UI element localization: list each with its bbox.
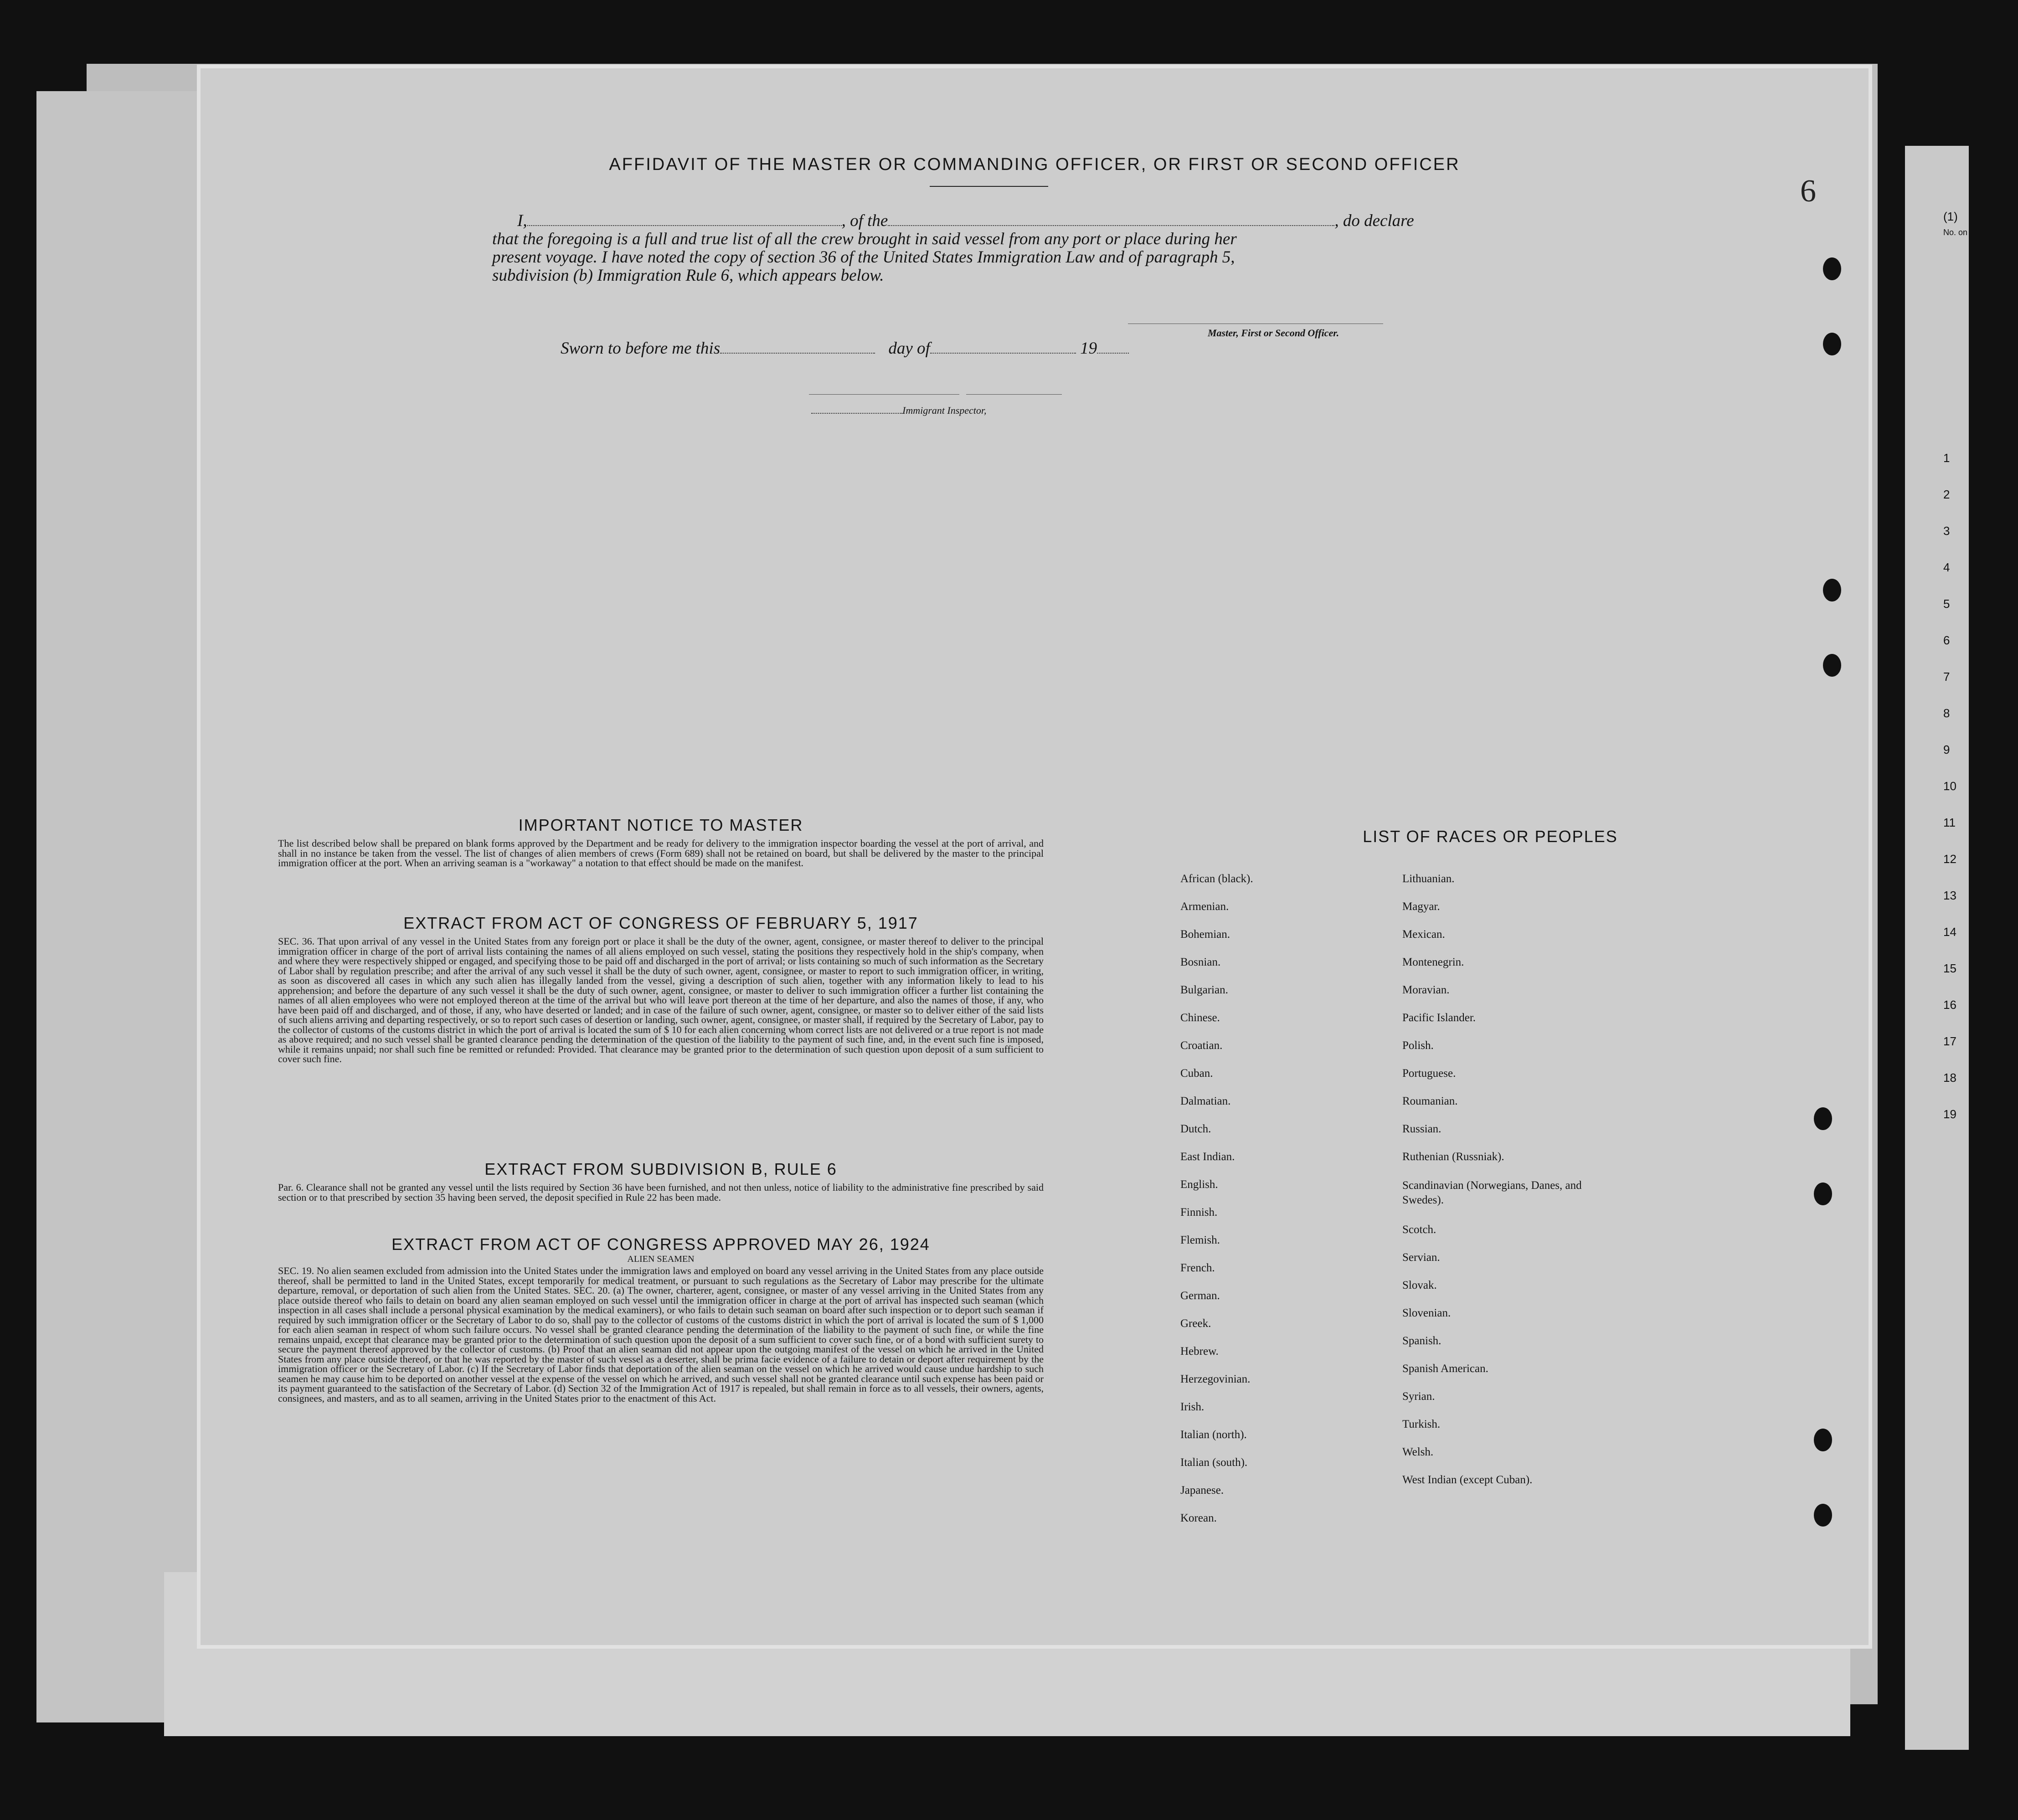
inspector-line[interactable] [809, 394, 959, 395]
rule6-text: Par. 6. Clearance shall not be granted any vessel until the lists required by Section 36 have been furnished, and not then unless, notice of liability to the administrative fine prescribed by said section or to that prescribed by section 35 having been served, the deposit specified in Rule 22 has been made. [278, 1182, 1044, 1203]
day-of-text: day of [888, 339, 930, 358]
margin-number: 3 [1943, 524, 1950, 538]
punch-hole [1814, 1182, 1832, 1205]
race-item: Portuguese. [1402, 1067, 1456, 1080]
margin-number: 11 [1943, 816, 1956, 829]
punch-hole [1814, 1107, 1832, 1130]
race-item: Syrian. [1402, 1390, 1435, 1403]
adjacent-page-strip [1905, 146, 1969, 1750]
margin-number: 18 [1943, 1071, 1956, 1085]
title-rule [930, 186, 1048, 187]
race-item: Bosnian. [1180, 956, 1221, 968]
margin-number: 9 [1943, 743, 1950, 756]
sworn-text: Sworn to before me this [561, 339, 721, 358]
sworn-month-field[interactable] [930, 353, 1076, 354]
signature-label: Master, First or Second Officer. [1208, 327, 1339, 339]
affidavit-line-4: subdivision (b) Immigration Rule 6, which appears below. [492, 266, 884, 285]
race-item: Lithuanian. [1402, 873, 1455, 885]
margin-number: (1) [1943, 210, 1958, 223]
race-item: Chinese. [1180, 1012, 1220, 1024]
sworn-line [561, 339, 1129, 358]
race-item: Croatian. [1180, 1039, 1223, 1052]
margin-number: 16 [1943, 998, 1956, 1012]
race-item: Montenegrin. [1402, 956, 1464, 968]
race-item: Hebrew. [1180, 1345, 1219, 1357]
margin-number: 5 [1943, 597, 1950, 611]
margin-number: 7 [1943, 670, 1950, 684]
affidavit-declare: , do declare [1334, 211, 1414, 230]
race-item: Flemish. [1180, 1234, 1220, 1246]
vessel-field[interactable] [888, 225, 1334, 226]
margin-number: 13 [1943, 889, 1956, 902]
race-item: Dalmatian. [1180, 1095, 1231, 1107]
race-item: English. [1180, 1178, 1218, 1191]
extract-1924-text: SEC. 19. No alien seamen excluded from admission into the United States under the immigration laws and employed on board any vessel arriving in the United States from any place outside thereof, shall be permitted to land in the United States, except temporarily for medical treatment, or pursuant to such regulations as the Secretary of Labor may prescribe for the ultimate departure, removal, or deportation of such alien from the United States. SEC. 20. (a) The owner, charterer, agent, consignee, or master of any vessel arriving in the United States from any place outside thereof who fails to detain on board any alien seaman employed on such vessel until the immigration officer in charge at the port of arrival has inspected such seaman (which inspection in all cases shall include a personal physical examination by the medical examiners), or who fails to detain such seaman on board after such inspection or to deport such seaman if required by such immigration officer or the Secretary of Labor to do so, shall pay to the collector of customs of the customs district in which the port of arrival is located the sum of $ 1,000 for each alien seaman in respect of whom such failure occurs. No vessel shall be granted clearance pending the determination of the liability to the payment of such fine, or while the fine remains unpaid, except that clearance may be granted prior to the determination of such question upon the deposit of a sum sufficient to cover such fine, or of a bond with sufficient surety to secure the payment thereof approved by the collector of customs. (b) Proof that an alien seaman did not appear upon the outgoing manifest of the vessel on which he arrived in the United States from any place outside thereof, or that he was reported by the master of such vessel as a deserter, shall be prima facie evidence of a failure to detain or deport after requirement by the immigration officer or the Secretary of Labor. (c) If the Secretary of Labor finds that deportation of the alien seaman on the vessel on which he arrived would cause undue hardship to such seamen he may cause him to be deported on another vessel at the expense of the vessel on which he arrived, and such vessel shall not be granted clearance until such expense has been paid or its payment guaranteed to the satisfaction of the Secretary of Labor. (d) Section 32 of the Immigration Act of 1917 is repealed, but shall remain in force as to all vessels, their owners, agents, consignees, and masters, and as to all seamen, arriving in the United States prior to the enactment of this Act. [278, 1265, 1044, 1404]
punch-hole [1814, 1504, 1832, 1527]
race-item: Pacific Islander. [1402, 1012, 1476, 1024]
name-field[interactable] [527, 225, 842, 226]
race-item: Dutch. [1180, 1123, 1211, 1135]
race-item: French. [1180, 1262, 1215, 1274]
race-item: Scotch. [1402, 1224, 1436, 1236]
race-item: Italian (north). [1180, 1429, 1247, 1441]
margin-number: 15 [1943, 961, 1956, 975]
races-title: LIST OF RACES OR PEOPLES [1363, 827, 1618, 846]
margin-number: 14 [1943, 925, 1956, 939]
race-item: Spanish. [1402, 1335, 1441, 1347]
margin-number: 10 [1943, 779, 1956, 793]
margin-number: 6 [1943, 633, 1950, 647]
margin-number: 8 [1943, 706, 1950, 720]
races-column-1 [1180, 873, 1372, 1540]
extract-1917-text: SEC. 36. That upon arrival of any vessel in the United States from any foreign port or place it shall be the duty of the owner, agent, consignee, or master thereof to deliver to the principal immigration officer in charge of the port of arrival lists containing the names of all aliens employed on such vessel, stating the positions they respectively hold in the ship's company, when and where they were respectively shipped or engaged, and specifying those to be paid off and discharged in the port of arrival; or lists containing so much of such information as the Secretary of Labor shall by regulation prescribe; and after the arrival of any such vessel it shall be the duty of such owner, agent, consignee, or master to report to such immigration officer, in writing, as soon as discovered all cases in which any such alien has illegally landed from the vessel, giving a description of such alien, together with any information likely to lead to his apprehension; and before the departure of any such vessel it shall be the duty of such owner, agent, consignee, or master to deliver to such immigration officer a further list containing the names of all alien employees who were not employed thereon at the time of the arrival but who will leave port thereon at the time of her departure, and also the names of those, if any, who have been paid off and discharged, and of those, if any, who have deserted or landed; and in case of the failure of such owner, agent, consignee, or master so to deliver either of the said lists of such aliens arriving and departing respectively, or so to report such cases of desertion or landing, such owner, agent, consignee, or master shall, if required by the Secretary of Labor, pay to the collector of customs of the customs district in which the port of arrival is located the sum of $ 10 for each alien concerning whom correct lists are not delivered or a true report is not made as above required; and no such vessel shall be granted clearance pending the determination of the question of the liability to the payment of such fine, and, in the event such fine is imposed, while it remains unpaid; nor shall such fine be remitted or refunded: Provided. That clearance may be granted prior to the determination of such question upon deposit of a sum sufficient to cover such fine. [278, 936, 1044, 1064]
race-item: Servian. [1402, 1251, 1440, 1264]
margin-number: 19 [1943, 1107, 1956, 1121]
race-item: Mexican. [1402, 928, 1445, 941]
affidavit-line-2: that the foregoing is a full and true list of all the crew brought in said vessel from any port or place during her [492, 230, 1237, 248]
year-prefix: 19 [1080, 339, 1097, 358]
punch-hole [1823, 579, 1841, 602]
race-item: Finnish. [1180, 1206, 1218, 1218]
margin-number: 4 [1943, 560, 1950, 574]
affidavit-i: I, [517, 211, 527, 230]
margin-number: 12 [1943, 852, 1956, 866]
race-item: Armenian. [1180, 900, 1229, 913]
affidavit-of-the: , of the [841, 211, 888, 230]
race-item: Russian. [1402, 1123, 1441, 1135]
year-field[interactable] [1097, 353, 1129, 354]
punch-hole [1814, 1429, 1832, 1451]
race-item: Greek. [1180, 1317, 1211, 1330]
race-item: Welsh. [1402, 1446, 1434, 1458]
race-item: Slovenian. [1402, 1307, 1451, 1319]
sworn-day-field[interactable] [720, 353, 875, 354]
races-column-2 [1402, 873, 1594, 1501]
rule6-title: EXTRACT FROM SUBDIVISION B, RULE 6 [484, 1160, 837, 1178]
race-item: Italian (south). [1180, 1456, 1248, 1469]
affidavit-line-1 [492, 212, 1591, 230]
race-item: Scandinavian (Norwegians, Danes, and Swedes). [1402, 1179, 1582, 1206]
race-item: Bulgarian. [1180, 984, 1228, 996]
race-item: Polish. [1402, 1039, 1434, 1052]
race-item: Bohemian. [1180, 928, 1230, 941]
race-item: West Indian (except Cuban). [1402, 1474, 1533, 1486]
page-number: 6 [1800, 174, 1816, 209]
race-item: East Indian. [1180, 1151, 1235, 1163]
inspector-label [811, 405, 987, 416]
race-item: Moravian. [1402, 984, 1450, 996]
margin-number: 17 [1943, 1034, 1956, 1048]
race-item: Slovak. [1402, 1279, 1437, 1291]
margin-number: 1 [1943, 451, 1950, 465]
race-item: Spanish American. [1402, 1362, 1488, 1375]
race-item: Korean. [1180, 1512, 1217, 1524]
race-item: Herzegovinian. [1180, 1373, 1251, 1385]
punch-hole [1823, 654, 1841, 677]
race-item: Roumanian. [1402, 1095, 1458, 1107]
manifest-page [201, 68, 1869, 1645]
race-item: Magyar. [1402, 900, 1440, 913]
race-item: Japanese. [1180, 1484, 1224, 1496]
punch-hole [1823, 333, 1841, 355]
race-item: African (black). [1180, 873, 1253, 885]
notice-text: The list described below shall be prepared on blank forms approved by the Department and be ready for delivery to the immigration inspector boarding the vessel at the port of arrival, and shall in no instance be taken from the vessel. The list of changes of alien members of crews (Form 689) shall not be retained on board, but shall be delivered by the master to the principal immigration officer at the port. When an arriving seaman is a "workaway" a notation to that effect should be made on the manifest. [278, 838, 1044, 869]
punch-hole [1823, 257, 1841, 280]
affidavit-line-3: present voyage. I have noted the copy of section 36 of the United States Immigration Law and of paragraph 5, [492, 248, 1235, 267]
race-item: Irish. [1180, 1401, 1205, 1413]
race-item: Cuban. [1180, 1067, 1213, 1080]
race-item: Ruthenian (Russniak). [1402, 1151, 1504, 1163]
margin-number: 2 [1943, 488, 1950, 501]
inspector-label-text: Immigrant Inspector, [902, 405, 987, 416]
inspector-line[interactable] [966, 394, 1062, 395]
notice-title: IMPORTANT NOTICE TO MASTER [518, 816, 803, 834]
margin-number: No. on [1943, 228, 1968, 237]
extract-1924-title: EXTRACT FROM ACT OF CONGRESS APPROVED MAY 26, 1924 [391, 1235, 930, 1254]
extract-1917-title: EXTRACT FROM ACT OF CONGRESS OF FEBRUARY 5, 1917 [403, 914, 918, 932]
extract-1924-subtitle: ALIEN SEAMEN [627, 1254, 695, 1264]
race-item: German. [1180, 1290, 1220, 1302]
affidavit-title: AFFIDAVIT OF THE MASTER OR COMMANDING OFFICER, OR FIRST OR SECOND OFFICER [609, 155, 1460, 174]
race-item: Turkish. [1402, 1418, 1441, 1430]
